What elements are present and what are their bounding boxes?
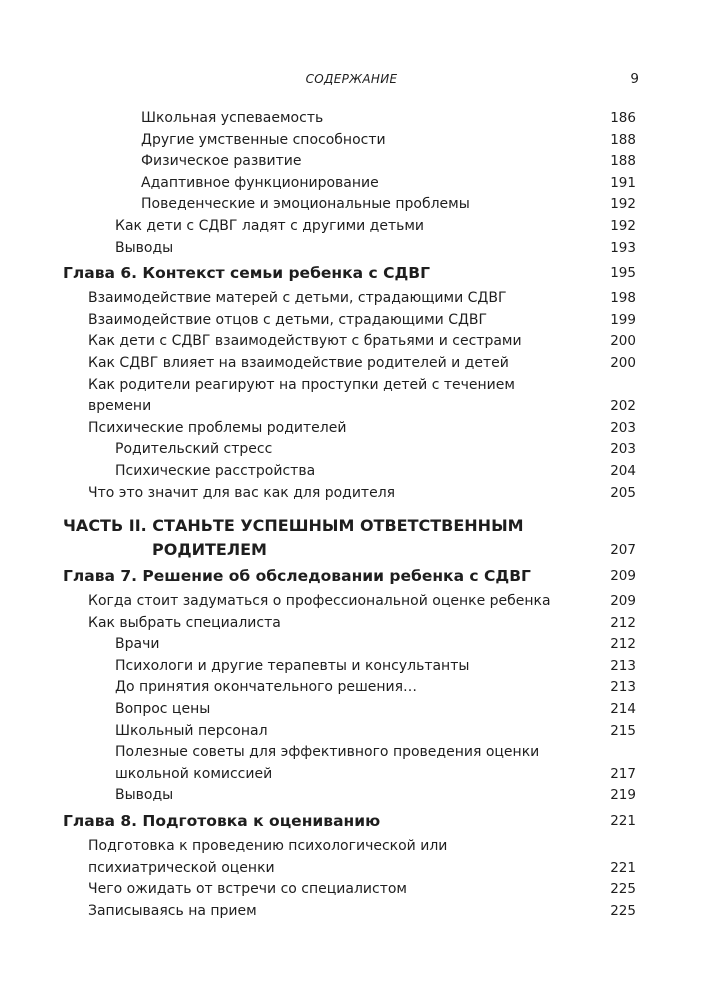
toc-entry (63, 879, 636, 901)
toc-entry (63, 461, 636, 483)
toc-entry (63, 173, 636, 195)
toc-entry (63, 483, 636, 505)
entry-title: Родительский стресс (115, 441, 273, 458)
chapter-title: Глава 6. Контекст семьи ребенка с СДВГ (63, 264, 430, 283)
entry-title: Выводы (115, 787, 174, 804)
toc-page-number: 212 (610, 636, 636, 653)
entry-title: Школьный персонал (115, 722, 268, 739)
toc-page-number: 217 (610, 765, 636, 782)
entry-title: Взаимодействие отцов с детьми, страдающими СДВГ (88, 311, 488, 328)
toc-page-number: 195 (610, 265, 636, 282)
toc-entry (63, 194, 636, 216)
toc-page-number: 192 (610, 196, 636, 213)
toc-entry (63, 439, 636, 461)
toc-page-number: 193 (610, 239, 636, 256)
entry-title: Чего ожидать от встречи со специалистом (88, 881, 407, 898)
toc-entry (63, 353, 636, 375)
toc-page-number: 213 (610, 657, 636, 674)
entry-title: Психические проблемы родителей (88, 419, 347, 436)
toc-page-number: 221 (610, 813, 636, 830)
toc-chapter-heading (63, 262, 636, 284)
toc-page-number: 205 (610, 484, 636, 501)
page-number: 9 (630, 71, 639, 87)
entry-title: Записываясь на прием (88, 902, 257, 919)
toc-entry (63, 375, 636, 418)
toc-page-number: 191 (610, 174, 636, 191)
toc-page-number: 203 (610, 441, 636, 458)
toc-page-number: 200 (610, 354, 636, 371)
toc-entry (63, 677, 636, 699)
entry-title: Адаптивное функционирование (141, 174, 379, 191)
toc-entry (63, 742, 636, 785)
entry-title: Другие умственные способности (141, 131, 386, 148)
entry-title: Вопрос цены (115, 701, 211, 718)
toc-entry (63, 785, 636, 807)
toc-page-number: 207 (610, 542, 636, 559)
toc-page-number: 203 (610, 419, 636, 436)
entry-title: Поведенческие и эмоциональные проблемы (141, 196, 470, 213)
toc-page-number: 212 (610, 614, 636, 631)
entry-title: Как СДВГ влияет на взаимодействие родителей и детей (88, 354, 509, 371)
toc-entry (63, 836, 636, 879)
toc-page-number: 213 (610, 679, 636, 696)
entry-title: Подготовка к проведению психологической или психиатрической оценки (88, 838, 448, 876)
toc-entry (63, 331, 636, 353)
toc-page-number: 202 (610, 398, 636, 415)
running-header (0, 68, 703, 90)
toc-page-number: 204 (610, 462, 636, 479)
toc-entry (63, 288, 636, 310)
toc-chapter-heading (63, 810, 636, 832)
toc-page-number: 192 (610, 217, 636, 234)
entry-title: Физическое развитие (141, 153, 302, 170)
toc-page-number: 188 (610, 153, 636, 170)
chapter-title: Глава 8. Подготовка к оцениванию (63, 812, 381, 831)
entry-title: Как выбрать специалиста (88, 614, 281, 631)
toc-entry (63, 656, 636, 678)
toc-page-number: 214 (610, 701, 636, 718)
toc-entry (63, 699, 636, 721)
entry-title: Школьная успеваемость (141, 110, 324, 126)
toc-entry (63, 634, 636, 656)
toc-page-number: 200 (610, 333, 636, 350)
part-title-line1: ЧАСТЬ II. СТАНЬТЕ УСПЕШНЫМ ОТВЕТСТВЕННЫМ (63, 516, 524, 536)
toc-entry (63, 721, 636, 743)
toc-page-number: 188 (610, 131, 636, 148)
toc-page-number: 198 (610, 290, 636, 307)
entry-title: Психологи и другие терапевты и консультанты (115, 657, 470, 674)
toc-page-number: 219 (610, 787, 636, 804)
toc-page-number: 209 (610, 568, 636, 585)
toc-page-number: 209 (610, 593, 636, 610)
toc-page-number: 199 (610, 311, 636, 328)
running-title: СОДЕРЖАНИЕ (305, 72, 398, 86)
toc-entry (63, 310, 636, 332)
toc-page-number: 221 (610, 859, 636, 876)
toc-entry (63, 130, 636, 152)
toc-entry (63, 613, 636, 635)
entry-title: Полезные советы для эффективного проведения оценки школьной комиссией (115, 744, 540, 782)
entry-title: Врачи (115, 636, 160, 653)
toc-page-number: 186 (610, 110, 636, 126)
toc-page-number: 225 (610, 902, 636, 919)
toc-entry (63, 151, 636, 173)
entry-title: Что это значит для вас как для родителя (88, 484, 396, 501)
toc-entry (63, 418, 636, 440)
toc-part-heading (63, 514, 636, 562)
toc-page-number: 215 (610, 722, 636, 739)
toc-entry (63, 108, 636, 130)
entry-title: Выводы (115, 239, 174, 256)
part-title-line2: РОДИТЕЛЕМ (152, 540, 267, 560)
entry-title: Психические расстройства (115, 462, 316, 479)
toc-entry (63, 901, 636, 923)
entry-title: Взаимодействие матерей с детьми, страдающими СДВГ (88, 290, 507, 307)
toc-entry (63, 238, 636, 260)
entry-title: До принятия окончательного решения… (115, 679, 418, 696)
toc-chapter-heading (63, 565, 636, 587)
entry-title: Как дети с СДВГ взаимодействуют с братьями и сестрами (88, 333, 522, 350)
table-of-contents (63, 108, 636, 922)
entry-title: Как родители реагируют на проступки детей с течением времени (88, 376, 515, 415)
entry-title: Как дети с СДВГ ладят с другими детьми (115, 217, 425, 234)
toc-entry (63, 216, 636, 238)
toc-entry (63, 591, 636, 613)
entry-title: Когда стоит задуматься о профессиональной оценке ребенка (88, 593, 551, 610)
toc-page-number: 225 (610, 881, 636, 898)
chapter-title: Глава 7. Решение об обследовании ребенка с СДВГ (63, 567, 531, 586)
